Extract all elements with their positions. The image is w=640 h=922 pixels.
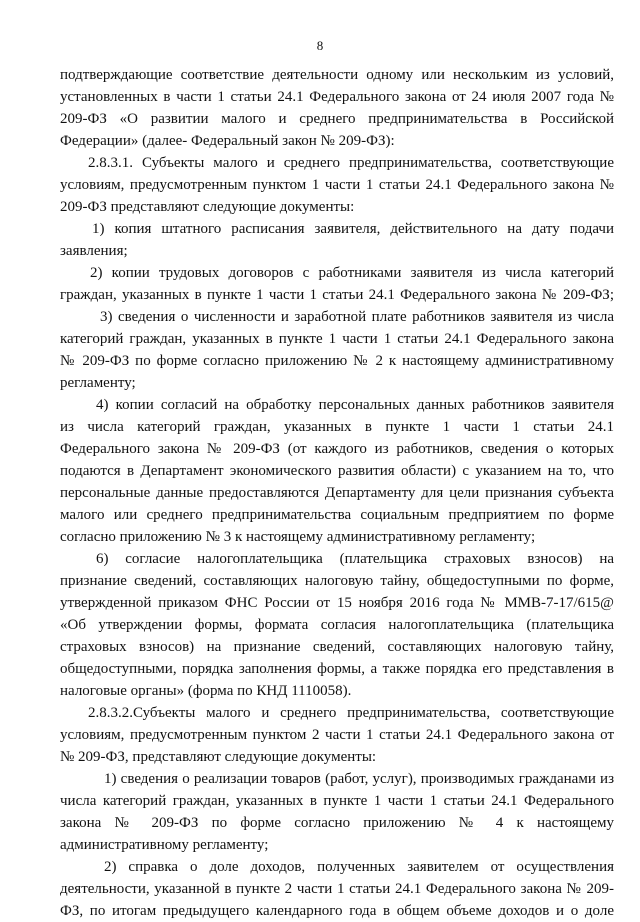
text-line: страховых взносов) на признание сведений, составляющих налоговую тайну, — [60, 639, 614, 655]
text-line: признание сведений, составляющих налоговую тайну, общедоступными по форме, — [60, 573, 614, 589]
text-line: согласно приложению № 3 к настоящему административному регламенту; — [60, 529, 536, 545]
text-line: № 209-ФЗ по форме согласно приложению № 2 к настоящему административному — [60, 353, 614, 369]
text-line: персональные данные предоставляются Департаменту для цели признания субъекта — [60, 485, 614, 501]
list-item-4: 4) копии согласий на обработку персональных данных работников заявителя — [96, 397, 614, 413]
text-line: утвержденной приказом ФНС России от 15 ноября 2016 года № ММВ-7-17/615@ — [60, 595, 614, 611]
text-line: 209-ФЗ «О развитии малого и среднего предпринимательства в Российской — [60, 111, 614, 127]
list-item-2: 2) справка о доле доходов, полученных заявителем от осуществления — [104, 859, 614, 875]
text-line: закона № 209-ФЗ по форме согласно приложению № 4 к настоящему — [60, 815, 614, 831]
text-line: из числа категорий граждан, указанных в пункте 1 части 1 статьи 24.1 — [60, 419, 614, 435]
text-line: категорий граждан, указанных в пункте 1 части 1 статьи 24.1 Федерального закона — [60, 331, 614, 347]
list-item-3: 3) сведения о численности и заработной плате работников заявителя из числа — [100, 309, 614, 325]
list-item-1: 1) копия штатного расписания заявителя, действительного на дату подачи — [92, 221, 614, 237]
text-line: условиям, предусмотренным пунктом 2 части 1 статьи 24.1 Федерального закона от — [60, 727, 614, 743]
text-line: № 209-ФЗ, представляют следующие документы: — [60, 749, 377, 765]
list-item-2: 2) копии трудовых договоров с работниками заявителя из числа категорий — [90, 265, 614, 281]
text-line: регламенту; — [60, 375, 136, 391]
text-line: Федерального закона № 209-ФЗ (от каждого из работников, сведения о которых — [60, 441, 614, 457]
list-item-6: 6) согласие налогоплательщика (плательщика страховых взносов) на — [96, 551, 614, 567]
text-line: Федерации» (далее- Федеральный закон № 209-ФЗ): — [60, 133, 395, 149]
text-line: налоговые органы» (форма по КНД 1110058). — [60, 683, 352, 699]
text-line: граждан, указанных в пункте 1 части 1 статьи 24.1 Федерального закона № 209-ФЗ; — [60, 287, 614, 303]
page-number: 8 — [316, 38, 324, 53]
text-line: ФЗ, по итогам предыдущего календарного года в общем объеме доходов и о доле — [60, 903, 614, 919]
text-line: подаются в Департамент экономического развития области) с указанием на то, что — [60, 463, 614, 479]
text-line: числа категорий граждан, указанных в пункте 1 части 1 статьи 24.1 Федерального — [60, 793, 614, 809]
list-item-1: 1) сведения о реализации товаров (работ, услуг), производимых гражданами из — [104, 771, 614, 787]
paragraph-heading-2-8-3-1: 2.8.3.1. Субъекты малого и среднего предпринимательства, соответствующие — [88, 155, 614, 171]
text-line: заявления; — [60, 243, 128, 259]
text-line: административному регламенту; — [60, 837, 269, 853]
text-line: деятельности, указанной в пункте 2 части 1 статьи 24.1 Федерального закона № 209- — [60, 881, 614, 897]
text-line: «Об утверждении формы, формата согласия налогоплательщика (плательщика — [60, 617, 614, 633]
text-line: малого или среднего предпринимательства социальным предприятием по форме — [60, 507, 614, 523]
text-line: установленных в части 1 статьи 24.1 Федерального закона от 24 июля 2007 года № — [60, 89, 614, 105]
paragraph-heading-2-8-3-2: 2.8.3.2.Субъекты малого и среднего предпринимательства, соответствующие — [88, 705, 614, 721]
text-line: 209-ФЗ представляют следующие документы: — [60, 199, 355, 215]
text-line: подтверждающие соответствие деятельности одному или нескольким из условий, — [60, 67, 614, 83]
text-line: общедоступными, порядка заполнения формы, а также порядка его представления в — [60, 661, 614, 677]
text-line: условиям, предусмотренным пунктом 1 части 1 статьи 24.1 Федерального закона № — [60, 177, 614, 193]
